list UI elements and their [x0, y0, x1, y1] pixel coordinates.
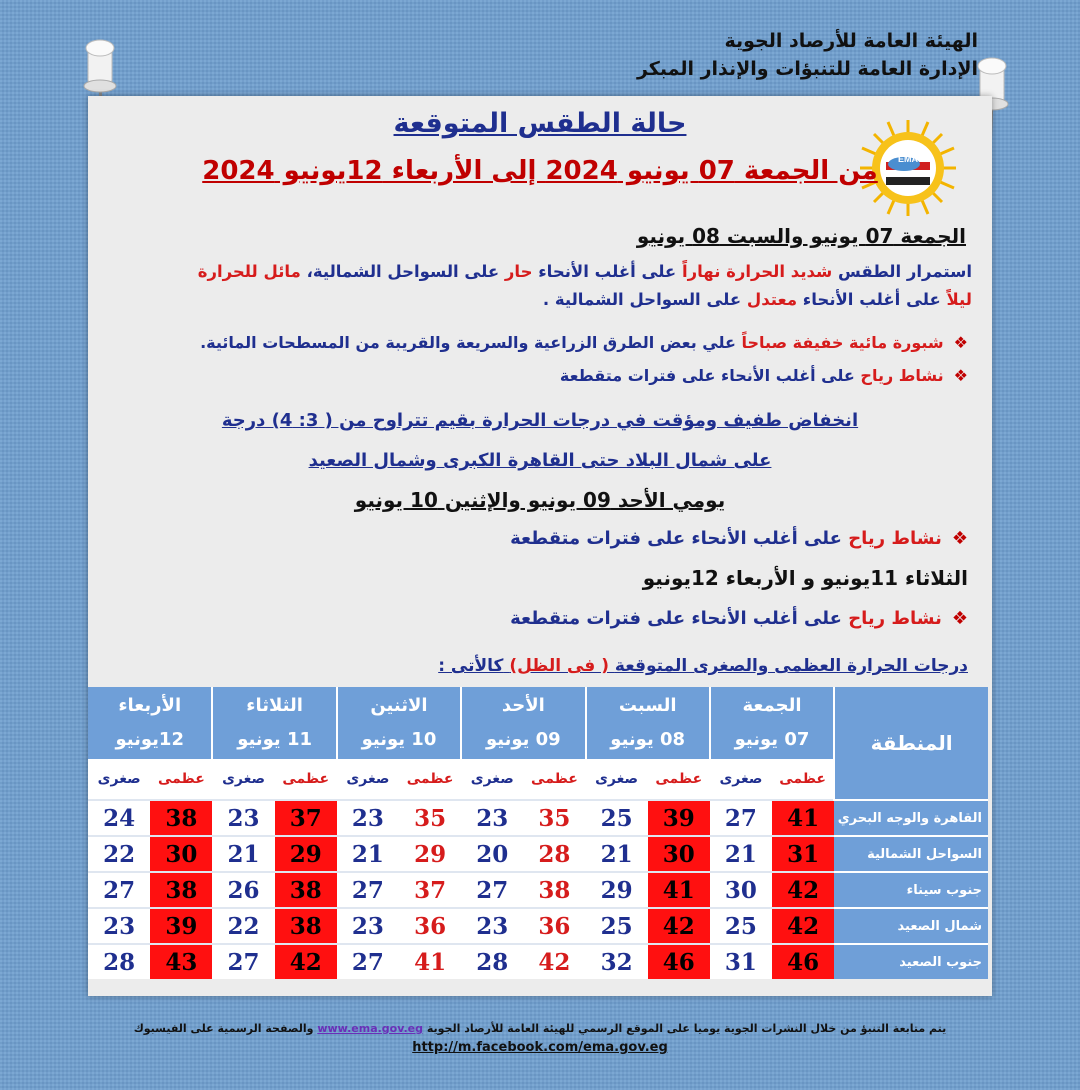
max-temp-cell: 35	[399, 800, 461, 836]
min-temp-cell: 20	[461, 836, 523, 872]
min-temp-cell: 24	[88, 800, 150, 836]
day-header	[710, 687, 834, 759]
max-temp-cell: 31	[772, 836, 834, 872]
max-temp-cell: 39	[648, 800, 710, 836]
day-header	[461, 687, 585, 759]
footer-line2	[0, 1040, 1080, 1055]
bullet-text: شبورة مائية خفيفة صباحاً	[741, 333, 944, 352]
date-range: من الجمعة 07 يونيو 2024 إلى الأربعاء 12يونيو 2024	[202, 156, 878, 186]
table-row	[88, 872, 988, 908]
max-temp-cell: 38	[150, 800, 212, 836]
max-temp-cell: 36	[399, 908, 461, 944]
min-temp-cell: 22	[88, 836, 150, 872]
day-name: الاثنين	[370, 695, 428, 716]
notice-line2: على شمال البلاد حتى القاهرة الكبرى وشمال الصعيد	[308, 450, 772, 471]
bullet-text: على أغلب الأنحاء على فترات متقطعة	[510, 528, 842, 549]
section3-heading: الثلاثاء 11يونيو و الأربعاء 12يونيو	[642, 566, 968, 590]
max-temp-cell: 35	[523, 800, 585, 836]
min-temp-cell: 23	[461, 800, 523, 836]
facebook-link[interactable]: http://m.facebook.com/ema.gov.eg	[412, 1040, 668, 1055]
para-text: ليلاً	[946, 290, 972, 309]
bullet-text: نشاط رياح	[848, 608, 942, 629]
para-text: معتدل	[746, 290, 798, 309]
website-link[interactable]: www.ema.gov.eg	[317, 1022, 424, 1035]
caption-text: درجات الحرارة العظمى والصغرى المتوقعة	[614, 656, 968, 676]
max-label: عظمى	[399, 759, 461, 800]
section1-paragraph	[112, 258, 972, 314]
diamond-bullet-icon: ❖	[951, 608, 968, 629]
bullet-text: على أغلب الأنحاء على فترات متقطعة	[510, 608, 842, 629]
para-text: حار	[504, 262, 533, 281]
max-temp-cell: 28	[523, 836, 585, 872]
min-label: صغرى	[710, 759, 772, 800]
min-temp-cell: 23	[337, 908, 399, 944]
min-temp-cell: 27	[88, 872, 150, 908]
section3-bullet	[510, 608, 968, 629]
para-text: مائل للحرارة	[197, 262, 301, 281]
min-temp-cell: 31	[710, 944, 772, 979]
footer-line1	[0, 1022, 1080, 1035]
footer-text: والصفحة الرسمية على الفيسبوك	[133, 1022, 314, 1035]
day-name: الأربعاء	[118, 695, 182, 716]
min-label: صغرى	[88, 759, 150, 800]
min-temp-cell: 27	[337, 944, 399, 979]
min-temp-cell: 27	[461, 872, 523, 908]
max-temp-cell: 36	[523, 908, 585, 944]
min-temp-cell: 23	[461, 908, 523, 944]
min-temp-cell: 25	[586, 908, 648, 944]
day-date: 07 يونيو	[734, 729, 810, 750]
max-label: عظمى	[150, 759, 212, 800]
para-text: شديد الحرارة نهاراً	[681, 262, 833, 281]
day-date: 08 يونيو	[610, 729, 686, 750]
max-temp-cell: 38	[275, 908, 337, 944]
para-text: على أغلب الأنحاء	[802, 290, 941, 309]
table-row	[88, 944, 988, 979]
table-row	[88, 908, 988, 944]
section2-bullet	[510, 528, 968, 549]
max-temp-cell: 29	[275, 836, 337, 872]
min-temp-cell: 30	[710, 872, 772, 908]
table-row	[88, 836, 988, 872]
caption-text: كالأتى :	[438, 656, 504, 676]
max-temp-cell: 42	[523, 944, 585, 979]
min-temp-cell: 27	[337, 872, 399, 908]
day-header	[337, 687, 461, 759]
day-name: السبت	[618, 695, 677, 716]
para-text: على أغلب الأنحاء	[538, 262, 677, 281]
day-date: 11 يونيو	[237, 729, 313, 750]
max-temp-cell: 42	[275, 944, 337, 979]
day-header	[88, 687, 212, 759]
table-caption	[438, 656, 968, 676]
bullet-text: علي بعض الطرق الزراعية والسريعة والقريبة من المسطحات المائية.	[200, 333, 736, 352]
region-header: المنطقة	[834, 687, 988, 800]
max-temp-cell: 38	[275, 872, 337, 908]
region-name: شمال الصعيد	[834, 908, 988, 944]
temperature-table-wrapper	[88, 687, 992, 995]
max-label: عظمى	[648, 759, 710, 800]
para-text: على السواحل الشمالية،	[306, 262, 500, 281]
region-name: القاهرة والوجه البحري	[834, 800, 988, 836]
max-label: عظمى	[772, 759, 834, 800]
day-header-row	[88, 687, 988, 759]
min-temp-cell: 21	[337, 836, 399, 872]
max-temp-cell: 37	[399, 872, 461, 908]
logo-text: EMA	[898, 154, 918, 164]
bullet-wind	[560, 366, 968, 385]
page-title: حالة الطقس المتوقعة	[393, 108, 687, 139]
region-name: السواحل الشمالية	[834, 836, 988, 872]
max-temp-cell: 41	[399, 944, 461, 979]
min-label: صغرى	[337, 759, 399, 800]
max-label: عظمى	[275, 759, 337, 800]
min-temp-cell: 28	[461, 944, 523, 979]
day-header	[212, 687, 336, 759]
day-date: 09 يونيو	[485, 729, 561, 750]
day-name: الأحد	[501, 695, 545, 716]
min-temp-cell: 22	[212, 908, 274, 944]
max-temp-cell: 46	[648, 944, 710, 979]
max-temp-cell: 41	[648, 872, 710, 908]
bullet-fog	[200, 333, 968, 352]
day-name: الثلاثاء	[246, 695, 303, 716]
para-text: على السواحل الشمالية .	[542, 290, 742, 309]
day-date: 10 يونيو	[361, 729, 437, 750]
region-name: جنوب الصعيد	[834, 944, 988, 979]
bullet-text: على أغلب الأنحاء على فترات متقطعة	[559, 366, 855, 385]
max-label: عظمى	[523, 759, 585, 800]
min-temp-cell: 27	[710, 800, 772, 836]
day-date: 12يونيو	[115, 729, 184, 750]
min-temp-cell: 26	[212, 872, 274, 908]
max-temp-cell: 43	[150, 944, 212, 979]
day-name: الجمعة	[742, 695, 802, 716]
max-temp-cell: 38	[150, 872, 212, 908]
max-temp-cell: 42	[648, 908, 710, 944]
min-temp-cell: 29	[586, 872, 648, 908]
min-temp-cell: 23	[337, 800, 399, 836]
day-header	[586, 687, 710, 759]
min-temp-cell: 23	[212, 800, 274, 836]
caption-text: ( فى الظل)	[509, 656, 609, 676]
min-temp-cell: 21	[212, 836, 274, 872]
para-text: استمرار الطقس	[838, 262, 972, 281]
diamond-bullet-icon: ❖	[953, 366, 968, 385]
bullet-text: نشاط رياح	[860, 366, 944, 385]
diamond-bullet-icon: ❖	[951, 528, 968, 549]
max-temp-cell: 42	[772, 908, 834, 944]
min-temp-cell: 25	[586, 800, 648, 836]
max-temp-cell: 29	[399, 836, 461, 872]
min-label: صغرى	[212, 759, 274, 800]
department-name: الإدارة العامة للتنبؤات والإنذار المبكر	[636, 58, 978, 80]
max-temp-cell: 30	[150, 836, 212, 872]
max-temp-cell: 30	[648, 836, 710, 872]
min-temp-cell: 28	[88, 944, 150, 979]
min-temp-cell: 32	[586, 944, 648, 979]
max-temp-cell: 46	[772, 944, 834, 979]
diamond-bullet-icon: ❖	[953, 333, 968, 352]
section2-heading: يومي الأحد 09 يونيو والإثنين 10 يونيو	[354, 488, 726, 512]
section1-heading: الجمعة 07 يونيو والسبت 08 يونيو	[636, 224, 966, 248]
min-temp-cell: 27	[212, 944, 274, 979]
min-temp-cell: 21	[710, 836, 772, 872]
max-temp-cell: 41	[772, 800, 834, 836]
max-temp-cell: 39	[150, 908, 212, 944]
footer-text: يتم متابعة التنبؤ من خلال النشرات الجوية يوميا على الموقع الرسمي للهيئة العامة للأرصاد الجوية	[426, 1022, 947, 1035]
max-temp-cell: 37	[275, 800, 337, 836]
min-label: صغرى	[586, 759, 648, 800]
max-temp-cell: 38	[523, 872, 585, 908]
table-row	[88, 800, 988, 836]
temperature-table	[88, 687, 988, 979]
max-temp-cell: 42	[772, 872, 834, 908]
min-label: صغرى	[461, 759, 523, 800]
min-temp-cell: 21	[586, 836, 648, 872]
min-temp-cell: 23	[88, 908, 150, 944]
notice-line1: انخفاض طفيف ومؤقت في درجات الحرارة بقيم تتراوح من ( 3: 4) درجة	[221, 410, 859, 431]
org-name: الهيئة العامة للأرصاد الجوية	[724, 30, 978, 52]
min-temp-cell: 25	[710, 908, 772, 944]
region-name: جنوب سيناء	[834, 872, 988, 908]
bullet-text: نشاط رياح	[848, 528, 942, 549]
